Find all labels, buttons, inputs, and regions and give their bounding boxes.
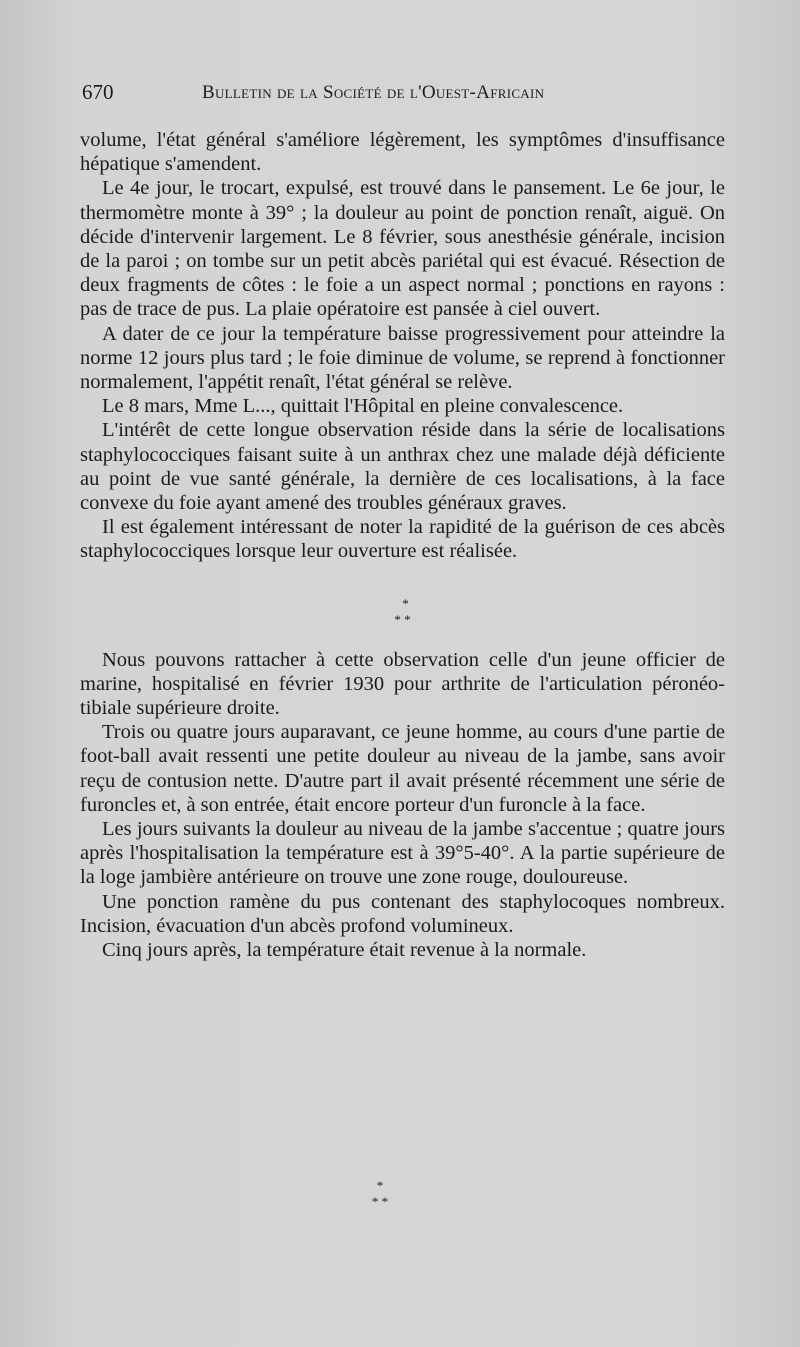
paragraph: Une ponction ramène du pus contenant des staphylocoques nombreux. Incision, évacuation d'un abcès profond volumineux. — [80, 890, 725, 937]
paragraph: Les jours suivants la douleur au niveau de la jambe s'accentue ; quatre jours après l'hospitalisation la température est à 39°5-40°. A la partie supérieure de la loge jambière antérieure on trouve une zone rouge, douloureuse. — [80, 818, 725, 889]
paragraph: Nous pouvons rattacher à cette observation celle d'un jeune officier de marine, hospitalisé en février 1930 pour arthrite de l'articulation péronéo-tibiale supérieure droite. — [80, 648, 725, 720]
paragraph: volume, l'état général s'améliore légèrement, les symptômes d'insuffisance hépatique s'amendent. — [80, 129, 725, 176]
end-separator — [340, 1178, 420, 1218]
page-number: 670 — [82, 80, 114, 104]
paragraph: Il est également intéressant de noter la rapidité de la guérison de ces abcès staphylococciques lorsque leur ouverture est réalisée. — [80, 516, 725, 563]
section-separator — [80, 564, 725, 648]
paragraph: A dater de ce jour la température baisse progressivement pour atteindre la norme 12 jours plus tard ; le foie diminue de volume, se reprend à fonctionner normalement, l'appétit renaît, l'état général se relève. — [80, 322, 725, 394]
paragraph: Trois ou quatre jours auparavant, ce jeune homme, au cours d'une partie de foot-ball avait ressenti une petite douleur au niveau de la jambe, sans avoir reçu de contusion nette. D'autre part il avait présenté récemment une série de furoncles et, à son entrée, était encore porteur d'un furoncle à la face. — [80, 721, 725, 816]
end-separator-star-top: * — [376, 1178, 384, 1193]
paragraph: L'intérêt de cette longue observation réside dans la série de localisations staphylococciques faisant suite à un anthrax chez une malade déjà déficiente au point de vue santé générale, la dernière de ces localisations, à la face convexe du foie ayant amené des troubles généraux graves. — [80, 419, 725, 515]
separator-star-bottom: * * — [394, 611, 411, 627]
paragraph: Le 4e jour, le trocart, expulsé, est trouvé dans le pansement. Le 6e jour, le thermomètre monte à 39° ; la douleur au point de ponction renaît, aiguë. On décide d'intervenir largement. Le 8 février, sous anesthésie générale, incision de la paroi ; on tombe sur un petit abcès pariétal qui est évacué. Résection de deux fragments de côtes : le foie a un aspect normal ; ponctions en rayons : pas de trace de pus. La plaie opératoire est pansée à ciel ouvert. — [80, 177, 725, 321]
paragraph: Le 8 mars, Mme L..., quittait l'Hôpital en pleine convalescence. — [102, 395, 624, 418]
end-separator-star-bottom: * * — [371, 1194, 389, 1209]
separator-star-top: * — [402, 595, 409, 611]
running-head: Bulletin de la Société de l'Ouest-Africain — [202, 82, 545, 103]
paragraph: Cinq jours après, la température était revenue à la normale. — [102, 939, 587, 962]
body-text — [80, 128, 725, 962]
page-header — [82, 80, 722, 110]
